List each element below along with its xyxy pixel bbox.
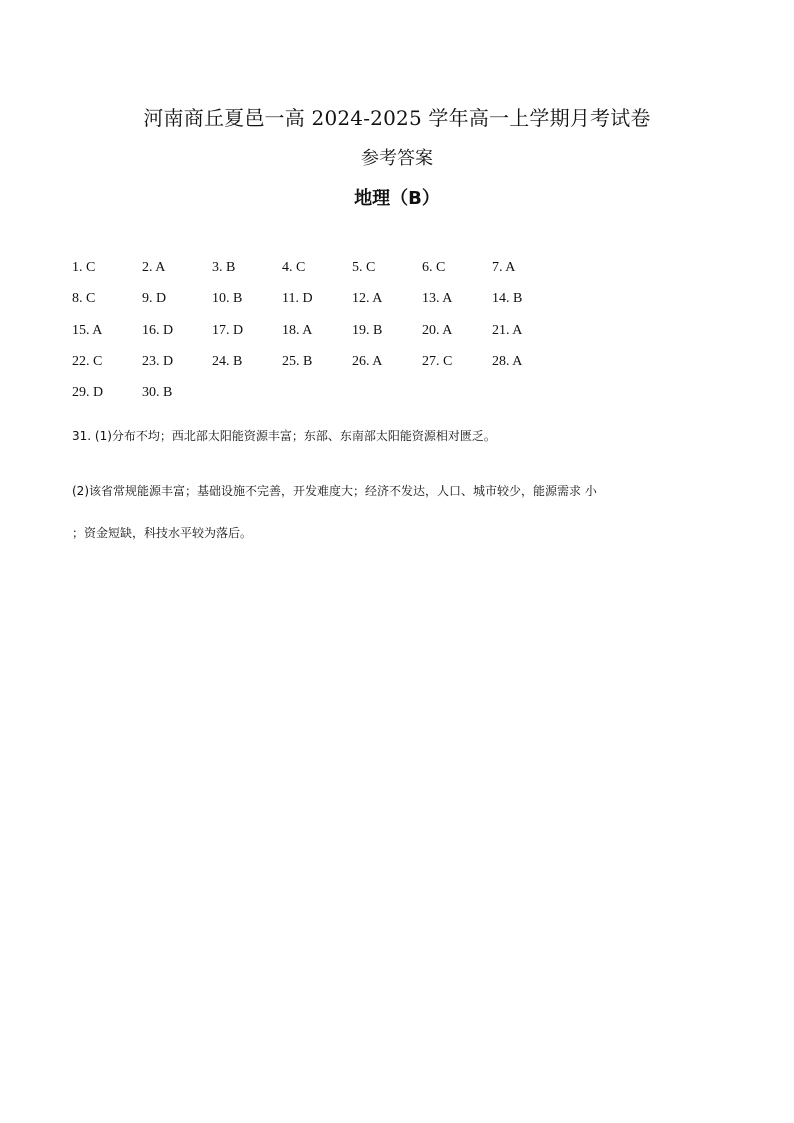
answer-row	[72, 352, 572, 383]
answer-row	[72, 289, 572, 320]
answer-grid	[72, 258, 572, 414]
answer-item: 14. B	[492, 291, 523, 307]
answer-item: 10. B	[212, 291, 243, 307]
answer-row	[72, 258, 572, 289]
answer-item: 28. A	[492, 353, 523, 369]
answer-item: 7. A	[492, 260, 516, 275]
answer-item: 15. A	[72, 322, 103, 338]
answer-key-subtitle: 参考答案	[361, 148, 433, 169]
answer-item: 26. A	[352, 353, 383, 369]
answer-item: 6. C	[422, 260, 446, 275]
answer-item: 19. B	[352, 322, 383, 338]
answer-item: 24. B	[212, 353, 243, 369]
question-31-part-1: 31. (1)分布不均；西北部太阳能资源丰富；东部、东南部太阳能资源相对匮乏。	[72, 429, 496, 443]
answer-item: 1. C	[72, 260, 96, 275]
answer-item: 4. C	[282, 260, 306, 275]
answer-item: 11. D	[282, 291, 313, 307]
answer-item: 3. B	[212, 260, 236, 275]
exam-title: 河南商丘夏邑一高 2024-2025 学年高一上学期月考试卷	[143, 106, 651, 130]
answer-item: 5. C	[352, 260, 376, 275]
answer-item: 21. A	[492, 322, 523, 338]
subject-heading: 地理（B）	[354, 188, 440, 209]
answer-item: 25. B	[282, 353, 313, 369]
answer-item: 2. A	[142, 260, 166, 275]
answer-item: 9. D	[142, 291, 167, 307]
answer-item: 22. C	[72, 353, 103, 369]
answer-item: 8. C	[72, 291, 96, 307]
answer-item: 13. A	[422, 291, 453, 307]
question-31-part-2-line-1: (2)该省常规能源丰富；基础设施不完善，开发难度大；经济不发达，人口、城市较少，能源需求 小	[72, 484, 597, 498]
answer-item: 23. D	[142, 353, 174, 369]
answer-row	[72, 321, 572, 352]
answer-item: 29. D	[72, 385, 104, 400]
answer-item: 30. B	[142, 385, 173, 400]
answer-item: 27. C	[422, 353, 453, 369]
question-31-part-2-line-2: ；资金短缺，科技水平较为落后。	[72, 526, 253, 540]
answer-item: 12. A	[352, 291, 383, 307]
answer-item: 20. A	[422, 322, 453, 338]
answer-item: 17. D	[212, 322, 244, 338]
answer-item: 16. D	[142, 322, 174, 338]
answer-row	[72, 383, 572, 414]
answer-item: 18. A	[282, 322, 313, 338]
